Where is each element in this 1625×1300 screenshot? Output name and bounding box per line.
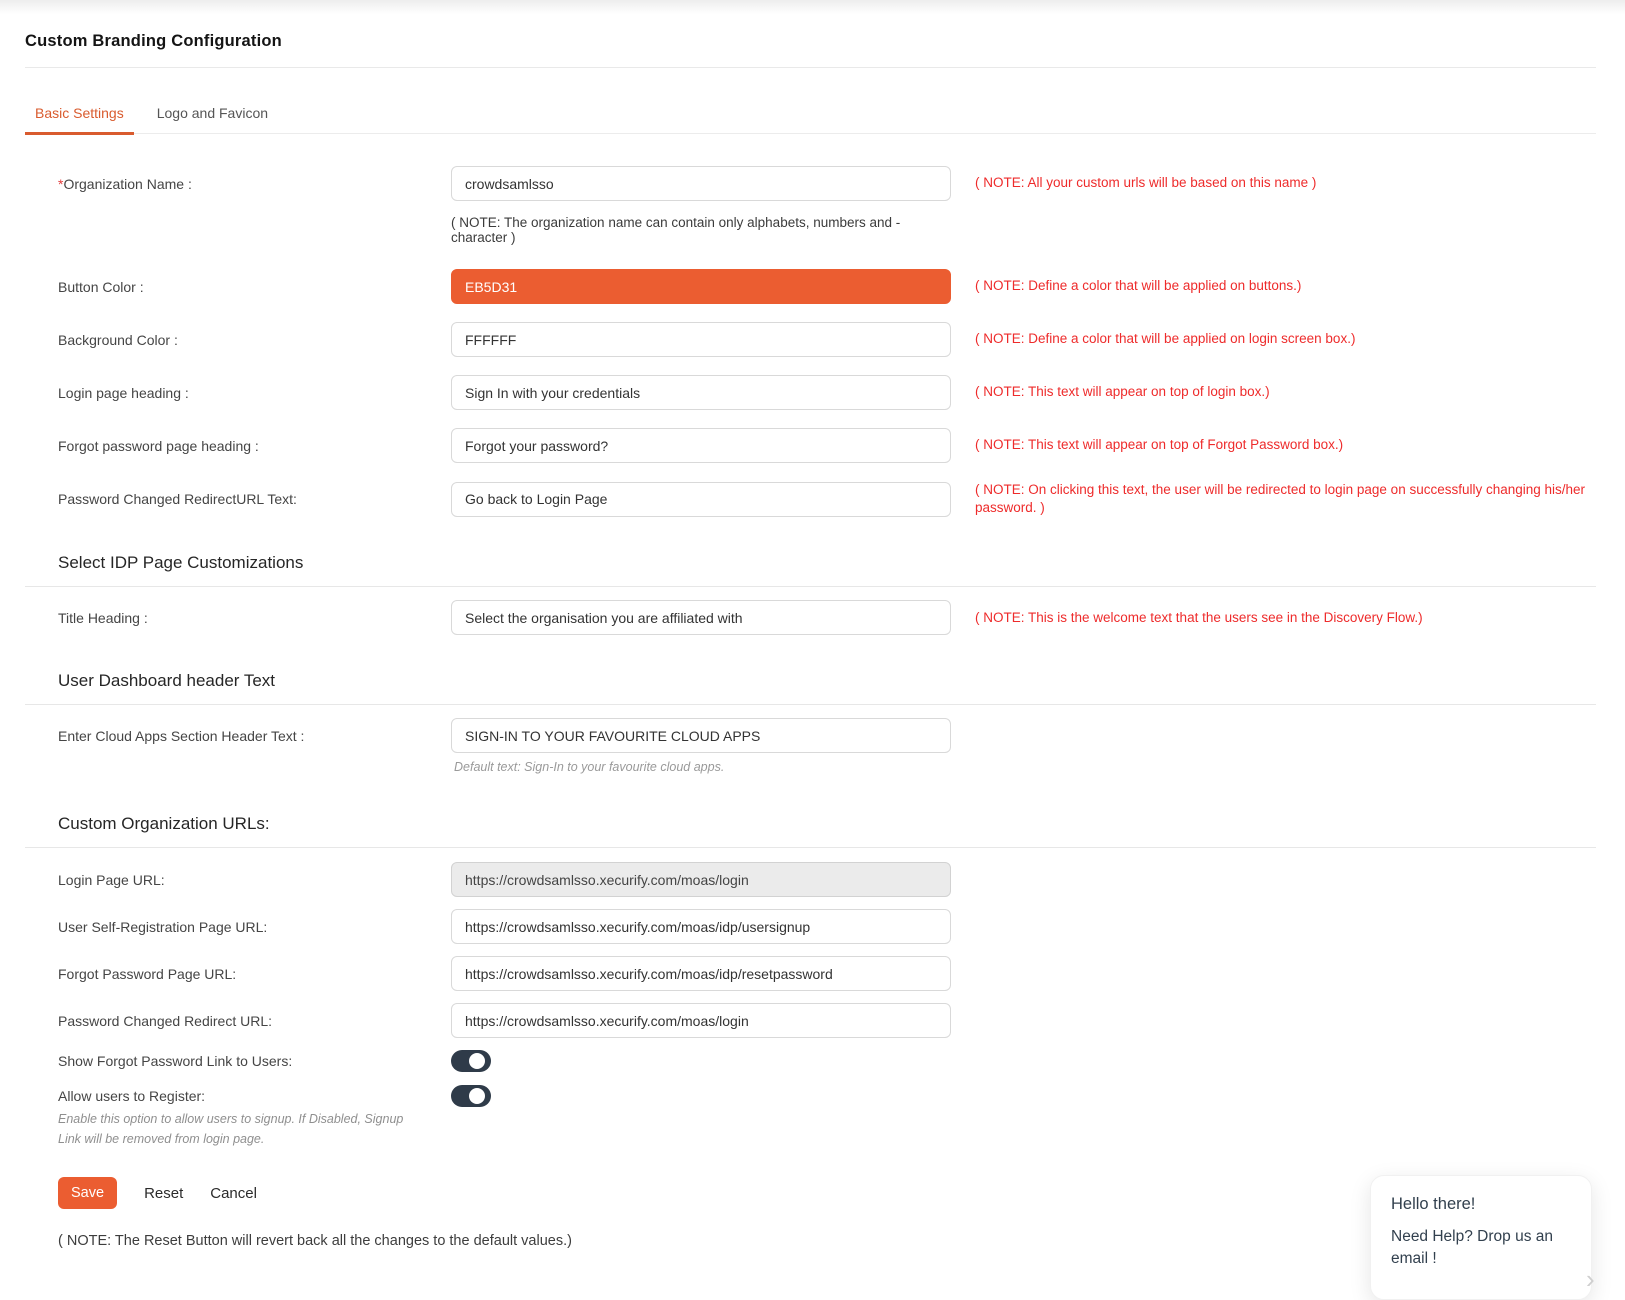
title-divider <box>25 67 1596 68</box>
background-color-input[interactable] <box>451 322 951 357</box>
title-heading-row <box>25 600 1596 635</box>
org-name-row <box>25 166 1596 245</box>
background-color-note: ( NOTE: Define a color that will be applied on login screen box.) <box>975 331 1356 347</box>
title-heading-input[interactable] <box>451 600 951 635</box>
chat-greeting: Hello there! <box>1391 1195 1476 1213</box>
form-actions <box>25 1177 1596 1209</box>
title-heading-note: ( NOTE: This is the welcome text that the users see in the Discovery Flow.) <box>975 609 1423 625</box>
title-heading-label: Title Heading : <box>58 609 148 626</box>
org-name-label: *Organization Name : <box>58 175 192 192</box>
forgot-url-row <box>25 956 1596 991</box>
toggle-knob <box>469 1053 485 1069</box>
pwd-redirect-text-input[interactable] <box>451 482 951 517</box>
page-title: Custom Branding Configuration <box>25 32 282 50</box>
allow-register-toggle[interactable] <box>451 1085 491 1107</box>
chat-message: Need Help? Drop us an email ! <box>1391 1228 1553 1268</box>
tab-logo-and-favicon[interactable]: Logo and Favicon <box>156 105 269 121</box>
idp-section-divider <box>25 586 1596 587</box>
reset-button[interactable]: Reset <box>144 1184 184 1202</box>
top-shadow-strip <box>0 0 1625 14</box>
org-name-input[interactable] <box>451 166 951 201</box>
redirect-url-input[interactable] <box>451 1003 951 1038</box>
org-name-note: ( NOTE: All your custom urls will be based on this name ) <box>975 175 1317 191</box>
forgot-heading-note: ( NOTE: This text will appear on top of Forgot Password box.) <box>975 437 1344 453</box>
forgot-heading-label: Forgot password page heading : <box>58 437 259 454</box>
login-heading-input[interactable] <box>451 375 951 410</box>
toggle-knob <box>469 1088 485 1104</box>
org-name-subnote: ( NOTE: The organization name can contain only alphabets, numbers and - character ) <box>451 215 901 245</box>
idp-section-heading: Select IDP Page Customizations <box>58 553 304 573</box>
login-heading-note: ( NOTE: This text will appear on top of login box.) <box>975 384 1270 400</box>
button-color-row <box>25 269 1596 304</box>
login-url-row <box>25 862 1596 897</box>
login-heading-row <box>25 375 1596 410</box>
cloud-apps-input[interactable] <box>451 718 951 753</box>
cloud-apps-default-hint: Default text: Sign-In to your favourite cloud apps. <box>454 760 725 775</box>
forgot-url-label: Forgot Password Page URL: <box>58 965 237 982</box>
login-url-input[interactable] <box>451 862 951 897</box>
urls-section-divider <box>25 847 1596 848</box>
dashboard-section-divider <box>25 704 1596 705</box>
forgot-heading-input[interactable] <box>451 428 951 463</box>
basic-settings-form <box>25 166 1596 1249</box>
signup-url-label: User Self-Registration Page URL: <box>58 918 268 935</box>
allow-register-toggle-label: Allow users to Register: <box>58 1088 206 1105</box>
login-url-label: Login Page URL: <box>58 871 165 888</box>
custom-branding-page <box>0 32 1625 1294</box>
chat-widget-bubble[interactable] <box>1370 1175 1592 1300</box>
background-color-label: Background Color : <box>58 331 178 348</box>
cloud-apps-row <box>25 718 1596 774</box>
signup-url-row <box>25 909 1596 944</box>
show-forgot-toggle-label: Show Forgot Password Link to Users: <box>58 1053 293 1070</box>
pwd-redirect-text-note: ( NOTE: On clicking this text, the user will be redirected to login page on successfully changing his/her password. ) <box>975 482 1586 516</box>
background-color-row <box>25 322 1596 357</box>
allow-register-label-cell <box>58 1085 451 1149</box>
show-forgot-toggle-row <box>25 1050 1596 1072</box>
urls-section-heading: Custom Organization URLs: <box>58 814 270 834</box>
chat-arrow-icon[interactable]: › <box>1586 1264 1595 1294</box>
signup-url-input[interactable] <box>451 909 951 944</box>
save-button[interactable]: Save <box>58 1177 117 1209</box>
forgot-heading-row <box>25 428 1596 463</box>
tab-bar <box>25 96 1596 134</box>
redirect-url-row <box>25 1003 1596 1038</box>
button-color-note: ( NOTE: Define a color that will be applied on buttons.) <box>975 278 1302 294</box>
show-forgot-label-cell <box>58 1050 451 1072</box>
pwd-redirect-text-label: Password Changed RedirectURL Text: <box>58 491 297 508</box>
cancel-button[interactable]: Cancel <box>210 1184 257 1202</box>
redirect-url-label: Password Changed Redirect URL: <box>58 1012 272 1029</box>
pwd-redirect-text-row <box>25 481 1596 517</box>
allow-register-hint: Enable this option to allow users to signup. If Disabled, Signup Link will be removed from login page. <box>58 1112 404 1147</box>
forgot-url-input[interactable] <box>451 956 951 991</box>
dashboard-section-heading: User Dashboard header Text <box>58 671 276 691</box>
button-color-input[interactable] <box>451 269 951 304</box>
button-color-label: Button Color : <box>58 278 144 295</box>
show-forgot-password-toggle[interactable] <box>451 1050 491 1072</box>
allow-register-toggle-row <box>25 1085 1596 1149</box>
required-asterisk: * <box>58 175 64 192</box>
cloud-apps-label: Enter Cloud Apps Section Header Text : <box>58 727 305 744</box>
reset-note: ( NOTE: The Reset Button will revert back all the changes to the default values.) <box>58 1233 572 1250</box>
login-heading-label: Login page heading : <box>58 384 189 401</box>
tab-basic-settings[interactable]: Basic Settings <box>25 96 134 135</box>
